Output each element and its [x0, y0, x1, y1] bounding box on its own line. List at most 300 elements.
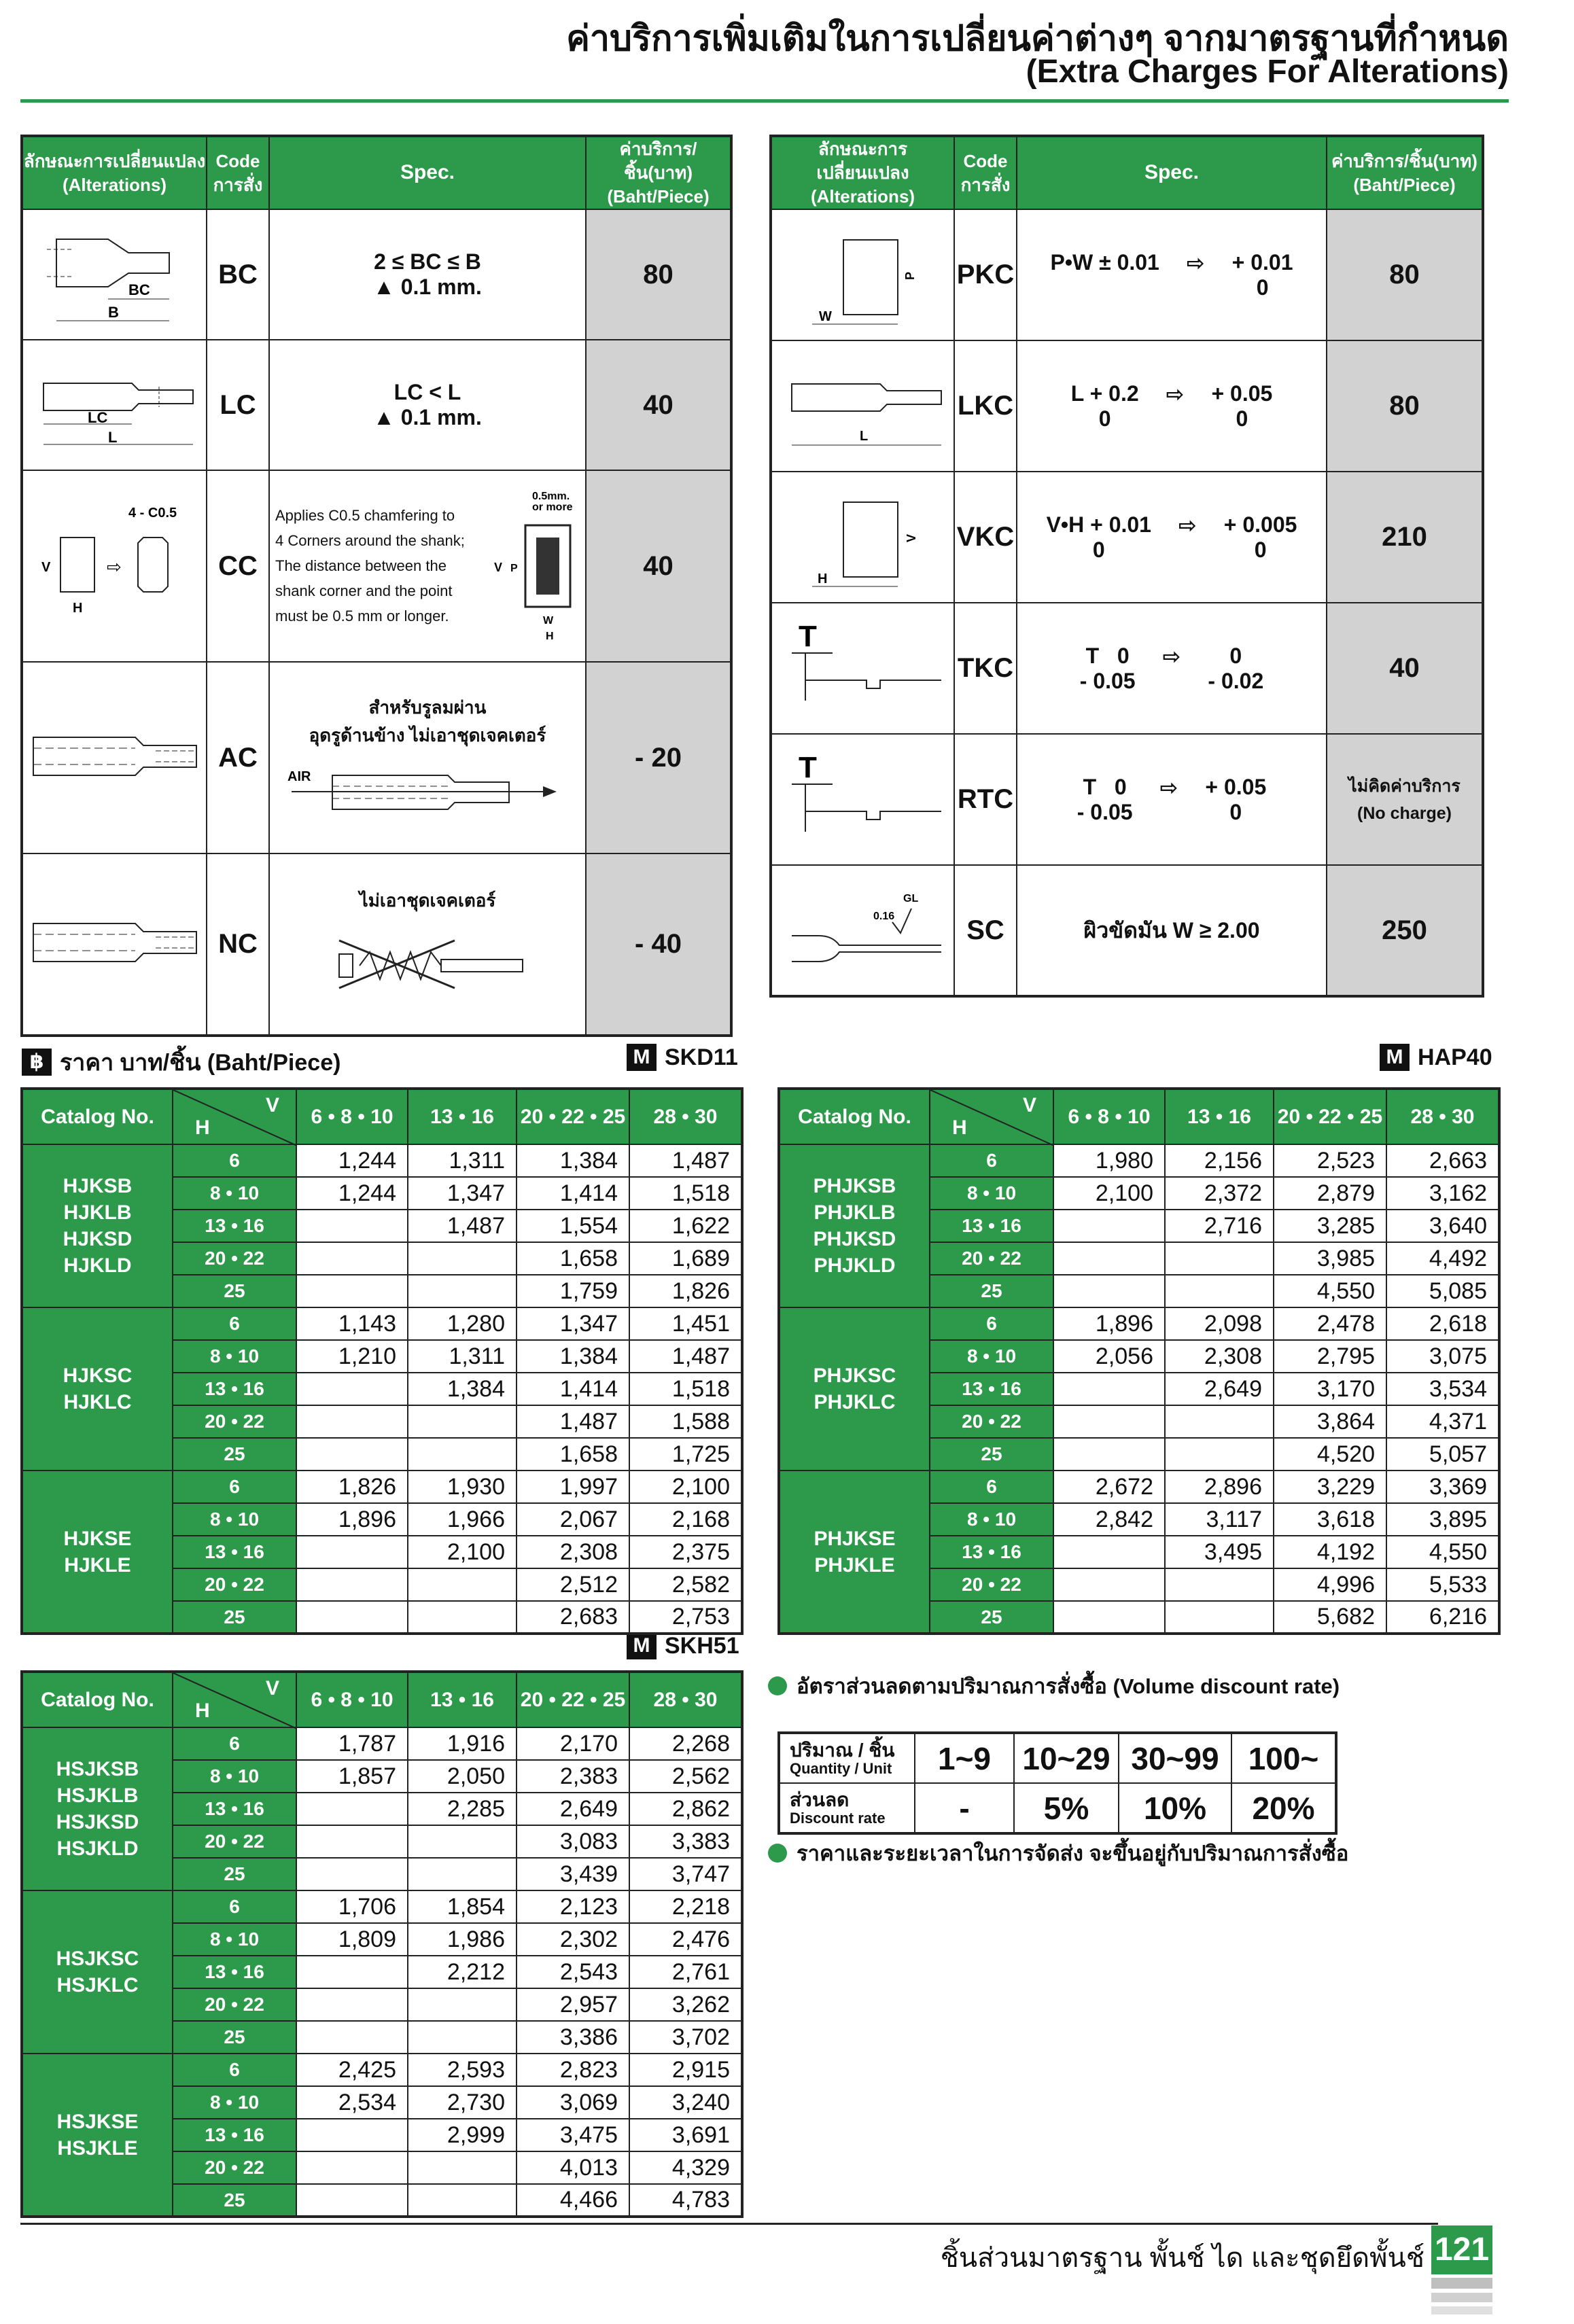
footer-rule — [20, 2223, 1438, 2225]
h-value: 25 — [173, 1858, 296, 1890]
catalog-group: PHJKSE PHJKLE — [779, 1471, 930, 1634]
price-row — [22, 2054, 742, 2086]
col-v2: 13 • 16 — [408, 1672, 517, 1727]
price-cell: 3,747 — [629, 1858, 742, 1890]
code-vkc: VKC — [954, 472, 1017, 603]
price-cell: 4,996 — [1274, 1568, 1386, 1601]
footer-text: ชิ้นส่วนมาตรฐาน พั้นช์ ได และชุดยึดพั้นช์ — [940, 2243, 1424, 2273]
price-cell: 3,229 — [1274, 1471, 1386, 1503]
catalog-group: HJKSB HJKLB HJKSD HJKLD — [22, 1144, 173, 1307]
h-value: 20 • 22 — [930, 1568, 1053, 1601]
code-pkc: PKC — [954, 209, 1017, 340]
material-m-icon: M — [1380, 1044, 1410, 1071]
price-cell: 1,966 — [408, 1503, 517, 1536]
price-cell — [296, 1536, 408, 1568]
h-value: 6 — [930, 1307, 1053, 1340]
price-bc: 80 — [586, 209, 731, 340]
price-cell — [1165, 1601, 1274, 1634]
rate-3: 10% — [1119, 1783, 1231, 1833]
svg-text:T: T — [798, 620, 817, 654]
price-cell: 2,302 — [517, 1923, 629, 1956]
col-v1: 6 • 8 • 10 — [296, 1089, 408, 1144]
price-cell: 2,212 — [408, 1956, 517, 1988]
svg-text:V: V — [41, 559, 50, 575]
price-cell — [1165, 1242, 1274, 1275]
price-cell: 2,285 — [408, 1793, 517, 1825]
price-cell: 3,162 — [1386, 1177, 1499, 1210]
code-nc: NC — [207, 853, 269, 1036]
price-cell: 2,649 — [517, 1793, 629, 1825]
h-value: 13 • 16 — [930, 1536, 1053, 1568]
price-cell: 4,329 — [629, 2151, 742, 2184]
price-cell: 2,100 — [1053, 1177, 1165, 1210]
h-value: 25 — [173, 1275, 296, 1307]
page-title-english: (Extra Charges For Alterations) — [1026, 54, 1509, 90]
arrow-right-icon: ⇨ — [1178, 512, 1197, 538]
price-cell — [296, 1210, 408, 1242]
h-value: 6 — [173, 1307, 296, 1340]
price-table-hap40 — [777, 1087, 1501, 1635]
price-cell: 2,425 — [296, 2054, 408, 2086]
price-cell — [1053, 1275, 1165, 1307]
price-cell: 2,543 — [517, 1956, 629, 1988]
price-cell: 2,098 — [1165, 1307, 1274, 1340]
col-catalog: Catalog No. — [22, 1089, 173, 1144]
spec-rtc: T 0 - 0.05 ⇨ + 0.05 0 — [1017, 734, 1327, 865]
discount-title: อัตราส่วนลดตามปริมาณการสั่งซื้อ (Volume discount rate) — [768, 1669, 1340, 1703]
h-value: 25 — [173, 2184, 296, 2217]
spec-tkc: T 0 - 0.05 ⇨ 0 - 0.02 — [1017, 603, 1327, 734]
price-cell: 3,117 — [1165, 1503, 1274, 1536]
catalog-group: PHJKSB PHJKLB PHJKSD PHJKLD — [779, 1144, 930, 1307]
code-lc: LC — [207, 340, 269, 470]
svg-text:H: H — [72, 600, 82, 616]
price-vkc: 210 — [1327, 472, 1483, 603]
alt-row-sc — [771, 865, 1483, 996]
col-spec-r: Spec. — [1017, 136, 1327, 209]
price-cell: 1,487 — [408, 1210, 517, 1242]
price-cell: 1,487 — [517, 1405, 629, 1438]
alt-row-ac — [22, 662, 731, 853]
price-cell: 2,593 — [408, 2054, 517, 2086]
price-cell: 2,761 — [629, 1956, 742, 1988]
svg-text:W: W — [818, 309, 832, 325]
h-value: 6 — [173, 1890, 296, 1923]
alterations-table-right — [769, 135, 1484, 998]
discount-rate-row — [779, 1783, 1336, 1833]
spec-ac: สำหรับรูลมผ่าน อุดรูด้านข้าง ไม่เอาชุดเจคเตอร์ AIR — [269, 662, 586, 853]
price-cell: 1,487 — [629, 1340, 742, 1373]
alt-row-rtc — [771, 734, 1483, 865]
price-cell: 5,085 — [1386, 1275, 1499, 1307]
rate-1: - — [915, 1783, 1014, 1833]
h-value: 20 • 22 — [173, 1405, 296, 1438]
price-row — [779, 1144, 1499, 1177]
h-value: 13 • 16 — [930, 1210, 1053, 1242]
page-title-thai: ค่าบริการเพิ่มเติมในการเปลี่ยนค่าต่างๆ จากมาตรฐานที่กำหนด — [566, 19, 1509, 58]
rate-label: ส่วนลด Discount rate — [779, 1783, 915, 1833]
catalog-group: HSJKSE HSJKLE — [22, 2054, 173, 2217]
svg-text:P: P — [510, 563, 518, 575]
l-label: L — [107, 428, 117, 446]
cc-description: Applies C0.5 chamfering to 4 Corners around the shank; The distance between the shank corner and the point must be 0.5 mm or longer. — [275, 506, 465, 624]
code-ac: AC — [207, 662, 269, 853]
h-value: 25 — [173, 1438, 296, 1471]
price-cell: 1,280 — [408, 1307, 517, 1340]
chamfer-label: 4 - C0.5 — [128, 505, 177, 521]
price-cell: 4,520 — [1274, 1438, 1386, 1471]
price-cell — [1053, 1373, 1165, 1405]
price-cell: 2,683 — [517, 1601, 629, 1634]
price-cell: 1,986 — [408, 1923, 517, 1956]
price-rtc: ไม่คิดค่าบริการ (No charge) — [1327, 734, 1483, 865]
spec-lkc: L + 0.2 0 ⇨ + 0.05 0 — [1017, 340, 1327, 472]
price-cell: 1,311 — [408, 1340, 517, 1373]
arrow-right-icon: ⇨ — [1166, 381, 1185, 406]
price-cell: 2,156 — [1165, 1144, 1274, 1177]
price-cell: 4,550 — [1274, 1275, 1386, 1307]
price-cell: 4,192 — [1274, 1536, 1386, 1568]
code-bc: BC — [207, 209, 269, 340]
price-cell: 4,013 — [517, 2151, 629, 2184]
svg-text:GL: GL — [903, 892, 918, 904]
cc-diagram — [22, 470, 207, 662]
price-tkc: 40 — [1327, 603, 1483, 734]
price-cell — [296, 1956, 408, 1988]
baht-icon: ฿ — [22, 1049, 52, 1076]
svg-text:or more: or more — [532, 501, 573, 514]
price-sc: 250 — [1327, 865, 1483, 996]
price-cell — [1053, 1601, 1165, 1634]
price-cell — [408, 2021, 517, 2054]
bc-label: BC — [128, 281, 150, 298]
price-cell — [296, 1793, 408, 1825]
alt-row-pkc — [771, 209, 1483, 340]
price-cell: 3,383 — [629, 1825, 742, 1858]
bullet-icon — [768, 1676, 787, 1695]
price-cell: 5,057 — [1386, 1438, 1499, 1471]
price-cell — [296, 1405, 408, 1438]
price-cell: 1,347 — [517, 1307, 629, 1340]
h-value: 8 • 10 — [173, 1760, 296, 1793]
h-value: 6 — [173, 1144, 296, 1177]
price-cell: 4,550 — [1386, 1536, 1499, 1568]
col-v1: 6 • 8 • 10 — [296, 1672, 408, 1727]
price-cell: 1,826 — [629, 1275, 742, 1307]
price-nc: - 40 — [586, 853, 731, 1036]
header-rule — [20, 99, 1509, 103]
price-cell — [1053, 1438, 1165, 1471]
price-cell: 2,663 — [1386, 1144, 1499, 1177]
col-code-r: Code การสั่ง — [954, 136, 1017, 209]
price-cell — [1053, 1568, 1165, 1601]
price-cell: 2,383 — [517, 1760, 629, 1793]
up-arrow-icon: ▲ — [373, 405, 395, 430]
h-value: 8 • 10 — [173, 2086, 296, 2119]
price-cell — [1053, 1242, 1165, 1275]
code-cc: CC — [207, 470, 269, 662]
svg-text:AIR: AIR — [287, 769, 311, 785]
price-cell: 1,980 — [1053, 1144, 1165, 1177]
spec-nc: ไม่เอาชุดเจคเตอร์ — [269, 853, 586, 1036]
price-cell: 1,826 — [296, 1471, 408, 1503]
col-v4: 28 • 30 — [629, 1089, 742, 1144]
discount-qty-row — [779, 1733, 1336, 1783]
h-value: 8 • 10 — [173, 1340, 296, 1373]
price-cell: 1,347 — [408, 1177, 517, 1210]
h-value: 25 — [930, 1438, 1053, 1471]
arrow-right-icon: ⇨ — [1159, 775, 1178, 800]
price-table-skh51 — [20, 1670, 744, 2218]
price-cell — [408, 1242, 517, 1275]
h-value: 20 • 22 — [173, 1825, 296, 1858]
price-cell: 1,689 — [629, 1242, 742, 1275]
material-m-icon: M — [627, 1632, 657, 1659]
h-value: 6 — [173, 2054, 296, 2086]
qty-4: 100~ — [1231, 1733, 1336, 1783]
price-cell: 1,518 — [629, 1177, 742, 1210]
h-value: 20 • 22 — [930, 1242, 1053, 1275]
catalog-group: HJKSC HJKLC — [22, 1307, 173, 1471]
h-value: 13 • 16 — [173, 1210, 296, 1242]
spec-cc — [269, 470, 586, 662]
svg-text:V: V — [494, 561, 503, 575]
material-m-icon: M — [627, 1044, 657, 1071]
price-cell: 1,384 — [517, 1144, 629, 1177]
price-cell: 2,375 — [629, 1536, 742, 1568]
discount-table — [777, 1731, 1337, 1835]
alt-row-nc — [22, 853, 731, 1036]
price-cell: 2,842 — [1053, 1503, 1165, 1536]
ac-diagram — [22, 662, 207, 853]
price-cell: 1,588 — [629, 1405, 742, 1438]
price-cell — [408, 1988, 517, 2021]
h-value: 6 — [173, 1471, 296, 1503]
h-value: 13 • 16 — [173, 1793, 296, 1825]
price-cell: 4,783 — [629, 2184, 742, 2217]
price-cell: 2,649 — [1165, 1373, 1274, 1405]
price-cell: 3,075 — [1386, 1340, 1499, 1373]
h-value: 20 • 22 — [173, 1568, 296, 1601]
code-rtc: RTC — [954, 734, 1017, 865]
price-cell: 1,518 — [629, 1373, 742, 1405]
price-cell: 1,210 — [296, 1340, 408, 1373]
qty-label: ปริมาณ / ชิ้น Quantity / Unit — [779, 1733, 915, 1783]
pkc-diagram — [771, 209, 954, 340]
price-cell: 3,618 — [1274, 1503, 1386, 1536]
price-cell: 2,999 — [408, 2119, 517, 2151]
alt-row-lc — [22, 340, 731, 470]
col-spec: Spec. — [269, 136, 586, 209]
price-cc: 40 — [586, 470, 731, 662]
vkc-diagram — [771, 472, 954, 603]
price-cell: 2,050 — [408, 1760, 517, 1793]
h-value: 20 • 22 — [930, 1405, 1053, 1438]
delivery-note: ราคาและระยะเวลาในการจัดส่ง จะขึ้นอยู่กับปริมาณการสั่งซื้อ — [768, 1836, 1348, 1870]
col-alterations-r: ลักษณะการเปลี่ยนแปลง (Alterations) — [771, 136, 954, 209]
price-cell — [296, 1601, 408, 1634]
price-cell: 1,997 — [517, 1471, 629, 1503]
price-cell: 2,170 — [517, 1727, 629, 1760]
rtc-diagram — [771, 734, 954, 865]
price-cell: 1,487 — [629, 1144, 742, 1177]
price-cell: 4,371 — [1386, 1405, 1499, 1438]
col-v2: 13 • 16 — [1165, 1089, 1274, 1144]
price-cell: 1,311 — [408, 1144, 517, 1177]
price-cell — [296, 1373, 408, 1405]
catalog-group: HSJKSB HSJKLB HSJKSD HSJKLD — [22, 1727, 173, 1890]
price-cell: 1,244 — [296, 1177, 408, 1210]
col-code: Code การสั่ง — [207, 136, 269, 209]
h-value: 25 — [173, 2021, 296, 2054]
price-lc: 40 — [586, 340, 731, 470]
alt-row-cc — [22, 470, 731, 662]
price-cell: 1,916 — [408, 1727, 517, 1760]
price-cell — [408, 1568, 517, 1601]
price-cell — [296, 1242, 408, 1275]
col-alterations: ลักษณะการเปลี่ยนแปลง (Alterations) — [22, 136, 207, 209]
price-cell: 1,554 — [517, 1210, 629, 1242]
price-cell: 2,562 — [629, 1760, 742, 1793]
bc-diagram — [22, 209, 207, 340]
price-cell: 1,414 — [517, 1177, 629, 1210]
price-table-skd11 — [20, 1087, 744, 1635]
nc-diagram — [22, 853, 207, 1036]
material-skh51: M SKH51 — [627, 1632, 739, 1659]
col-charge-r: ค่าบริการ/ชิ้น(บาท) (Baht/Piece) — [1327, 136, 1483, 209]
price-cell: 5,533 — [1386, 1568, 1499, 1601]
h-value: 13 • 16 — [930, 1373, 1053, 1405]
price-cell: 2,100 — [408, 1536, 517, 1568]
price-row — [22, 1890, 742, 1923]
price-cell — [1165, 1438, 1274, 1471]
h-value: 8 • 10 — [173, 1177, 296, 1210]
material-skd11: M SKD11 — [627, 1044, 738, 1071]
price-cell — [296, 2119, 408, 2151]
col-v4: 28 • 30 — [1386, 1089, 1499, 1144]
col-v1: 6 • 8 • 10 — [1053, 1089, 1165, 1144]
svg-text:H: H — [546, 631, 554, 643]
col-hv: V H — [173, 1089, 296, 1144]
price-cell: 2,308 — [1165, 1340, 1274, 1373]
price-cell: 3,386 — [517, 2021, 629, 2054]
svg-text:0.5mm.: 0.5mm. — [532, 491, 570, 503]
h-value: 25 — [930, 1601, 1053, 1634]
no-ejector-icon — [319, 920, 536, 1002]
arrow-right-icon: ⇨ — [1186, 250, 1205, 275]
up-arrow-icon: ▲ — [373, 275, 395, 300]
price-lkc: 80 — [1327, 340, 1483, 472]
col-v3: 20 • 22 • 25 — [517, 1672, 629, 1727]
price-cell: 2,100 — [629, 1471, 742, 1503]
col-v3: 20 • 22 • 25 — [1274, 1089, 1386, 1144]
h-value: 25 — [173, 1601, 296, 1634]
price-cell: 2,523 — [1274, 1144, 1386, 1177]
price-cell — [296, 1438, 408, 1471]
price-cell: 2,056 — [1053, 1340, 1165, 1373]
col-hv: V H — [930, 1089, 1053, 1144]
price-cell: 2,862 — [629, 1793, 742, 1825]
footer-stripe — [1431, 2278, 1492, 2289]
price-cell: 1,854 — [408, 1890, 517, 1923]
h-value: 20 • 22 — [173, 1242, 296, 1275]
price-cell: 1,759 — [517, 1275, 629, 1307]
h-value: 8 • 10 — [930, 1340, 1053, 1373]
price-cell: 1,809 — [296, 1923, 408, 1956]
unit-label: ฿ ราคา บาท/ชิ้น (Baht/Piece) — [22, 1044, 340, 1080]
alt-row-lkc — [771, 340, 1483, 472]
material-hap40: M HAP40 — [1380, 1044, 1492, 1071]
footer-stripe — [1431, 2306, 1492, 2314]
sc-diagram — [771, 865, 954, 996]
price-cell — [296, 2021, 408, 2054]
price-cell: 1,658 — [517, 1438, 629, 1471]
catalog-group: HJKSE HJKLE — [22, 1471, 173, 1634]
svg-text:W: W — [543, 615, 554, 627]
price-cell: 2,957 — [517, 1988, 629, 2021]
price-cell: 1,384 — [408, 1373, 517, 1405]
price-cell: 1,896 — [296, 1503, 408, 1536]
price-cell: 3,495 — [1165, 1536, 1274, 1568]
svg-text:L: L — [859, 429, 868, 444]
price-cell: 6,216 — [1386, 1601, 1499, 1634]
page-number: 121 — [1431, 2225, 1492, 2274]
lc-diagram — [22, 340, 207, 470]
price-cell: 2,476 — [629, 1923, 742, 1956]
price-cell: 1,725 — [629, 1438, 742, 1471]
price-cell: 2,268 — [629, 1727, 742, 1760]
price-cell: 2,582 — [629, 1568, 742, 1601]
catalog-group: HSJKSC HSJKLC — [22, 1890, 173, 2054]
price-row — [22, 1727, 742, 1760]
price-cell: 3,985 — [1274, 1242, 1386, 1275]
price-cell — [296, 2184, 408, 2217]
spec-pkc: P•W ± 0.01 ⇨ + 0.01 0 — [1017, 209, 1327, 340]
price-cell: 2,512 — [517, 1568, 629, 1601]
price-cell: 3,475 — [517, 2119, 629, 2151]
price-cell: 1,384 — [517, 1340, 629, 1373]
price-cell — [296, 1275, 408, 1307]
price-cell: 2,879 — [1274, 1177, 1386, 1210]
price-cell — [408, 1275, 517, 1307]
price-cell — [296, 1825, 408, 1858]
price-cell — [296, 2151, 408, 2184]
h-value: 20 • 22 — [173, 1988, 296, 2021]
price-cell: 2,372 — [1165, 1177, 1274, 1210]
spec-vkc: V•H + 0.01 0 ⇨ + 0.005 0 — [1017, 472, 1327, 603]
h-value: 13 • 16 — [173, 1956, 296, 1988]
price-cell: 4,492 — [1386, 1242, 1499, 1275]
h-value: 20 • 22 — [173, 2151, 296, 2184]
price-cell: 1,857 — [296, 1760, 408, 1793]
price-header-row — [779, 1089, 1499, 1144]
price-cell: 2,168 — [629, 1503, 742, 1536]
svg-text:V: V — [904, 534, 918, 543]
price-cell: 2,795 — [1274, 1340, 1386, 1373]
qty-1: 1~9 — [915, 1733, 1014, 1783]
lkc-diagram — [771, 340, 954, 472]
price-cell: 3,369 — [1386, 1471, 1499, 1503]
code-sc: SC — [954, 865, 1017, 996]
h-value: 6 — [173, 1727, 296, 1760]
h-value: 13 • 16 — [173, 1373, 296, 1405]
price-cell: 3,083 — [517, 1825, 629, 1858]
price-cell: 2,672 — [1053, 1471, 1165, 1503]
h-value: 8 • 10 — [173, 1503, 296, 1536]
svg-text:H: H — [817, 571, 827, 587]
price-cell: 3,864 — [1274, 1405, 1386, 1438]
price-cell — [408, 1601, 517, 1634]
